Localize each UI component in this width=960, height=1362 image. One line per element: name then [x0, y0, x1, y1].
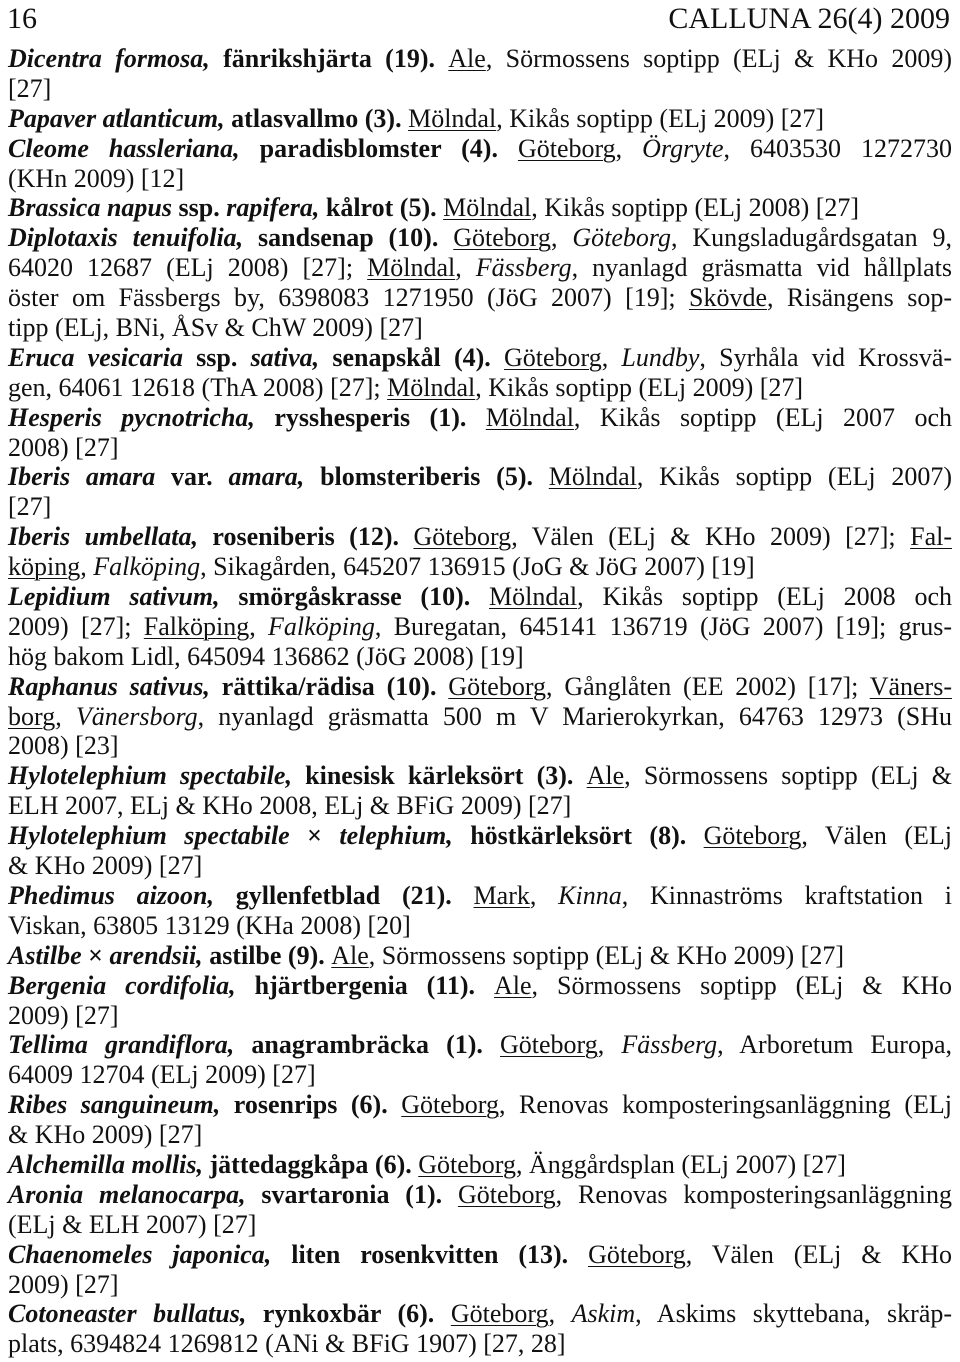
- municipality-name: Skövde: [689, 283, 768, 313]
- text-line: [8, 313, 952, 343]
- text-line: [8, 433, 952, 463]
- species-entry: [8, 44, 952, 104]
- taxon-name: amara,: [228, 462, 305, 492]
- record-text: [27]: [8, 73, 52, 103]
- text-line: [8, 134, 952, 164]
- taxon-name: Eruca vesicaria: [8, 342, 183, 372]
- species-entry: [8, 672, 952, 762]
- municipality-name: Mölndal: [489, 582, 578, 612]
- species-entry: [8, 343, 952, 403]
- record-text: , Välen (ELj: [801, 821, 952, 851]
- bold-text: paradisblomster (4).: [239, 133, 518, 163]
- municipality-name: Mölndal: [485, 402, 574, 432]
- bold-text: ×: [81, 940, 110, 970]
- bold-text: hjärtbergenia (11).: [235, 970, 494, 1000]
- record-text: Viskan, 63805 13129 (KHa 2008) [20]: [8, 910, 411, 940]
- bold-text: kålrot (5).: [319, 193, 444, 223]
- municipality-name: Göteborg: [401, 1090, 499, 1120]
- taxon-name: Diplotaxis tenuifolia,: [8, 223, 244, 253]
- taxon-name: Astilbe: [8, 940, 82, 970]
- locality-name: Fässberg: [621, 1030, 718, 1060]
- record-text: ,: [550, 223, 573, 253]
- species-entry: [8, 462, 952, 522]
- text-line: [8, 403, 952, 433]
- municipality-name: Fal-: [910, 522, 952, 552]
- locality-name: Göteborg: [572, 223, 672, 253]
- bold-text: sandsenap (10).: [243, 223, 454, 253]
- taxon-name: telephium,: [339, 821, 453, 851]
- record-text: , Kinnaströms kraftstation i: [621, 880, 953, 910]
- municipality-name: Göteborg: [413, 522, 512, 552]
- species-entry: [8, 761, 952, 821]
- text-line: [8, 1060, 952, 1090]
- text-line: [8, 1240, 952, 1270]
- species-entry: [8, 1150, 952, 1180]
- record-text: , Änggårdsplan (ELj 2007) [27]: [515, 1149, 846, 1179]
- record-text: , Renovas komposteringsanläggning: [555, 1179, 952, 1209]
- record-text: ,: [548, 1299, 572, 1329]
- text-line: [8, 253, 952, 283]
- locality-name: Örgryte: [642, 133, 724, 163]
- record-text: , Kikås soptipp (ELj 2009) [27]: [496, 103, 825, 133]
- text-line: [8, 1030, 952, 1060]
- text-line: [8, 104, 952, 134]
- bold-text: atlasvallmo (3).: [224, 103, 409, 133]
- taxon-name: rapifera,: [226, 193, 320, 223]
- taxon-name: arendsii,: [109, 940, 203, 970]
- taxon-name: Hylotelephium spectabile: [8, 821, 290, 851]
- taxon-name: Ribes sanguineum,: [8, 1090, 221, 1120]
- text-line: [8, 911, 952, 941]
- species-entry: [8, 941, 952, 971]
- text-line: [8, 462, 952, 492]
- bold-text: ssp.: [182, 342, 251, 372]
- record-text: ,: [529, 880, 559, 910]
- record-text: , nyanlagd gräsmatta vid hållplats: [571, 253, 953, 283]
- record-text: , Gånglåten (EE 2002) [17];: [546, 671, 870, 701]
- locality-name: Fässberg: [475, 253, 572, 283]
- record-text: ,: [80, 552, 94, 582]
- bold-text: rosenrips (6).: [220, 1090, 402, 1120]
- species-entry: [8, 1240, 952, 1300]
- page-header: [7, 2, 950, 38]
- text-line: [8, 941, 952, 971]
- taxon-name: Bergenia cordifolia,: [8, 970, 236, 1000]
- text-line: [8, 283, 952, 313]
- taxon-name: Brassica napus: [8, 193, 172, 223]
- species-entry: [8, 821, 952, 881]
- text-line: [8, 851, 952, 881]
- species-entry: [8, 1030, 952, 1090]
- species-entry: [8, 1090, 952, 1150]
- record-text: 2009) [27];: [8, 611, 144, 641]
- bold-text: fänrikshjärta (19).: [209, 44, 449, 73]
- species-entry: [8, 522, 952, 582]
- record-text: , 6403530 1272730: [723, 133, 953, 163]
- municipality-name: Göteborg: [588, 1239, 686, 1269]
- municipality-name: Ale: [331, 940, 369, 970]
- bold-text: astilbe (9).: [202, 940, 332, 970]
- bold-text: svartaronia (1).: [245, 1179, 458, 1209]
- species-entry: [8, 193, 952, 223]
- locality-name: Lundby: [621, 342, 700, 372]
- record-text: (ELj & ELH 2007) [27]: [8, 1209, 257, 1239]
- municipality-name: Ale: [493, 970, 532, 1000]
- taxon-name: Papaver atlanticum,: [8, 103, 225, 133]
- record-text: plats, 6394824 1269812 (ANi & BFiG 1907) [27, 28]: [8, 1329, 566, 1359]
- bold-text: höstkärleksört (8).: [452, 821, 704, 851]
- record-text: , Kikås soptipp (ELj 2008 och: [577, 582, 953, 612]
- municipality-name: Mölndal: [548, 462, 637, 492]
- text-line: [8, 1299, 952, 1329]
- record-text: ,: [455, 253, 476, 283]
- bold-text: rättika/rädisa (10).: [209, 671, 449, 701]
- municipality-name: Göteborg: [448, 671, 547, 701]
- taxon-name: Lepidium sativum,: [8, 582, 220, 612]
- record-text: , Renovas komposteringsanläggning (ELj: [499, 1090, 952, 1120]
- record-text: gen, 64061 12618 (ThA 2008) [27];: [8, 372, 388, 402]
- record-text: ,: [615, 133, 643, 163]
- taxon-name: sativa,: [250, 342, 320, 372]
- text-line: [8, 223, 952, 253]
- species-entry: [8, 1180, 952, 1240]
- record-text: , Askims skyttebana, skräp-: [635, 1299, 953, 1329]
- record-text: , nyanlagd gräsmatta 500 m V Marierokyrkan, 64763 12973 (SHu: [197, 701, 953, 731]
- bold-text: var.: [155, 462, 229, 492]
- municipality-name: Ale: [448, 44, 486, 73]
- text-line: [8, 1150, 952, 1180]
- record-text: 2008) [23]: [8, 731, 119, 761]
- text-line: [8, 373, 952, 403]
- record-text: , Sikagården, 645207 136915 (JoG & JöG 2007) [19]: [200, 552, 755, 582]
- text-line: [8, 492, 952, 522]
- bold-text: jättedaggkåpa (6).: [203, 1149, 419, 1179]
- bold-text: ×: [289, 821, 340, 851]
- text-line: [8, 612, 952, 642]
- bold-text: senapskål (4).: [319, 342, 504, 372]
- record-text: , Sörmossens soptipp (ELj & KHo 2009): [485, 44, 952, 73]
- record-text: [27]: [8, 492, 52, 522]
- taxon-name: Iberis umbellata,: [8, 522, 198, 552]
- municipality-name: Göteborg: [517, 133, 616, 163]
- text-line: [8, 672, 952, 702]
- municipality-name: Mölndal: [387, 372, 476, 402]
- locality-name: Askim: [571, 1299, 636, 1329]
- species-entry: [8, 403, 952, 463]
- species-list: [8, 44, 952, 1359]
- species-entry: [8, 971, 952, 1031]
- record-text: ELH 2007, ELj & KHo 2008, ELj & BFiG 2009) [27]: [8, 791, 572, 821]
- record-text: 2008) [27]: [8, 432, 119, 462]
- record-text: , Välen (ELj & KHo: [685, 1239, 952, 1269]
- text-line: [8, 552, 952, 582]
- municipality-name: Mölndal: [408, 103, 497, 133]
- species-entry: [8, 134, 952, 194]
- locality-name: Falköping: [93, 552, 201, 582]
- municipality-name: Göteborg: [503, 342, 602, 372]
- record-text: ,: [55, 701, 76, 731]
- bold-text: roseniberis (12).: [197, 522, 414, 552]
- species-entry: [8, 223, 952, 343]
- text-line: [8, 1001, 952, 1031]
- bold-text: rysshesperis (1).: [254, 402, 486, 432]
- record-text: 64009 12704 (ELj 2009) [27]: [8, 1060, 316, 1090]
- taxon-name: Cleome hassleriana,: [8, 133, 240, 163]
- bold-text: smörgåskrasse (10).: [219, 582, 490, 612]
- text-line: [8, 74, 952, 104]
- text-line: [8, 1210, 952, 1240]
- record-text: & KHo 2009) [27]: [8, 1120, 203, 1150]
- record-text: , Sörmossens soptipp (ELj & KHo 2009) [27]: [368, 940, 844, 970]
- municipality-name: Väners-: [869, 671, 952, 701]
- record-text: 2009) [27]: [8, 1269, 119, 1299]
- record-text: hög bakom Lidl, 645094 136862 (JöG 2008) [19]: [8, 641, 524, 671]
- record-text: (KHn 2009) [12]: [8, 163, 185, 193]
- taxon-name: Tellima grandiflora,: [8, 1030, 235, 1060]
- bold-text: gyllenfetblad (21).: [213, 880, 474, 910]
- municipality-name: Göteborg: [703, 821, 802, 851]
- text-line: [8, 193, 952, 223]
- record-text: 64020 12687 (ELj 2008) [27];: [8, 253, 368, 283]
- record-text: , Buregatan, 645141 136719 (JöG 2007) [19]; grus-: [374, 611, 953, 641]
- record-text: , Välen (ELj & KHo 2009) [27];: [511, 522, 911, 552]
- bold-text: blomsteriberis (5).: [304, 462, 549, 492]
- record-text: 2009) [27]: [8, 1000, 119, 1030]
- record-text: , Kikås soptipp (ELj 2008) [27]: [531, 193, 860, 223]
- record-text: , Risängens sop-: [767, 283, 952, 313]
- municipality-name: Mölndal: [443, 193, 532, 223]
- taxon-name: Phedimus aizoon,: [8, 880, 214, 910]
- record-text: ,: [601, 342, 622, 372]
- municipality-name: Mark: [473, 880, 530, 910]
- text-line: [8, 702, 952, 732]
- running-head: CALLUNA 26(4) 2009: [668, 2, 950, 35]
- record-text: , Kikås soptipp (ELj 2009) [27]: [475, 372, 804, 402]
- municipality-name: Göteborg: [457, 1179, 556, 1209]
- text-line: [8, 761, 952, 791]
- text-line: [8, 343, 952, 373]
- record-text: , Kikås soptipp (ELj 2007 och: [573, 402, 952, 432]
- municipality-name: Ale: [586, 761, 625, 791]
- species-entry: [8, 582, 952, 672]
- text-line: [8, 1120, 952, 1150]
- text-line: [8, 1090, 952, 1120]
- record-text: & KHo 2009) [27]: [8, 851, 203, 881]
- bold-text: ssp.: [172, 193, 227, 223]
- text-line: [8, 881, 952, 911]
- text-line: [8, 164, 952, 194]
- bold-text: liten rosenkvitten (13).: [271, 1239, 589, 1269]
- taxon-name: Cotoneaster bullatus,: [8, 1299, 247, 1329]
- text-line: [8, 642, 952, 672]
- municipality-name: Göteborg: [453, 223, 551, 253]
- locality-name: Vänersborg: [75, 701, 198, 731]
- taxon-name: Hylotelephium spectabile,: [8, 761, 292, 791]
- text-line: [8, 971, 952, 1001]
- locality-name: Falköping: [268, 611, 375, 641]
- record-text: , Sörmossens soptipp (ELj & KHo: [531, 970, 952, 1000]
- text-line: [8, 1329, 952, 1359]
- taxon-name: Dicentra formosa,: [8, 44, 210, 73]
- text-line: [8, 582, 952, 612]
- taxon-name: Aronia melanocarpa,: [8, 1179, 246, 1209]
- page-number: 16: [7, 2, 37, 35]
- locality-name: Kinna: [558, 880, 622, 910]
- text-line: [8, 522, 952, 552]
- record-text: , Kungsladugårdsgatan 9,: [671, 223, 953, 253]
- text-line: [8, 821, 952, 851]
- text-line: [8, 731, 952, 761]
- municipality-name: borg: [8, 701, 56, 731]
- record-text: ,: [597, 1030, 622, 1060]
- municipality-name: Mölndal: [367, 253, 456, 283]
- record-text: , Syrhåla vid Krossvä-: [699, 342, 953, 372]
- taxon-name: Iberis amara: [8, 462, 156, 492]
- record-text: öster om Fässbergs by, 6398083 1271950 (JöG 2007) [19];: [8, 283, 690, 313]
- record-text: , Kikås soptipp (ELj 2007): [636, 462, 953, 492]
- municipality-name: Göteborg: [418, 1149, 516, 1179]
- species-entry: [8, 104, 952, 134]
- species-entry: [8, 881, 952, 941]
- record-text: ,: [249, 611, 269, 641]
- bold-text: kinesisk kärleksört (3).: [291, 761, 587, 791]
- record-text: , Sörmossens soptipp (ELj &: [624, 761, 953, 791]
- text-line: [8, 1180, 952, 1210]
- bold-text: rynkoxbär (6).: [246, 1299, 451, 1329]
- record-text: tipp (ELj, BNi, ÅSv & ChW 2009) [27]: [8, 313, 423, 343]
- taxon-name: Raphanus sativus,: [8, 671, 210, 701]
- municipality-name: Göteborg: [450, 1299, 549, 1329]
- species-entry: [8, 1299, 952, 1359]
- text-line: [8, 1270, 952, 1300]
- municipality-name: Falköping: [143, 611, 250, 641]
- text-line: [8, 44, 952, 74]
- municipality-name: köping: [8, 552, 81, 582]
- bold-text: anagrambräcka (1).: [234, 1030, 501, 1060]
- municipality-name: Göteborg: [500, 1030, 598, 1060]
- taxon-name: Chaenomeles japonica,: [8, 1239, 272, 1269]
- text-line: [8, 791, 952, 821]
- taxon-name: Alchemilla mollis,: [8, 1149, 204, 1179]
- taxon-name: Hesperis pycnotricha,: [8, 402, 255, 432]
- record-text: , Arboretum Europa,: [717, 1030, 953, 1060]
